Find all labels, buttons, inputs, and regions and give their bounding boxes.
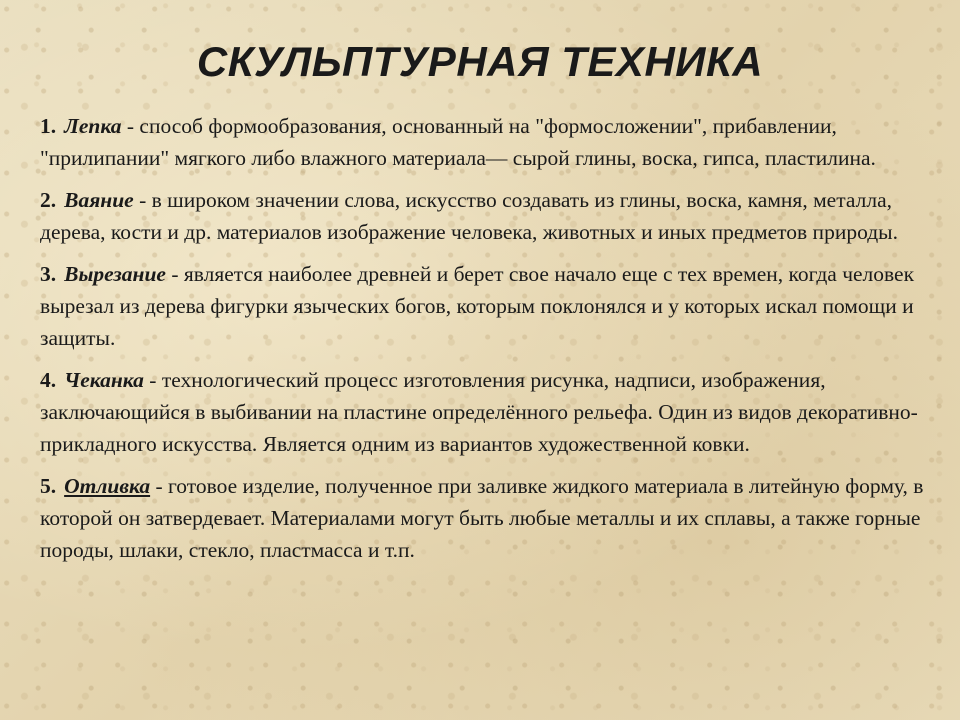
item-number: 5.: [40, 474, 57, 498]
item-description: - готовое изделие, полученное при заливке жидкого материала в литейную форму, в которой он затвердевает. Материалами могут быть любые металлы и их сплавы, а также горные породы, шлаки, стекло, пластмасса и т.п.: [40, 474, 924, 562]
item-term: Ваяние: [64, 188, 134, 212]
item-description: - является наиболее древней и берет свое начало еще с тех времен, когда человек вырезал из дерева фигурки языческих богов, которым поклонялся и у которых искал помощи и защиты.: [40, 262, 915, 350]
item-number: 2.: [40, 188, 57, 212]
item-term: Чеканка: [64, 368, 144, 392]
list-item-chekanka: [40, 364, 930, 460]
item-description: - способ формообразования, основанный на "формосложении", прибавлении, "прилипании" мягкого либо влажного материала— сырой глины, воска, гипса, пластилина.: [40, 114, 876, 170]
list-item-lepka: [40, 110, 930, 174]
item-number: 1.: [40, 114, 57, 138]
item-number: 3.: [40, 262, 57, 286]
item-term: Лепка: [64, 114, 122, 138]
slide-title: СКУЛЬПТУРНАЯ ТЕХНИКА: [196, 38, 764, 85]
item-number: 4.: [40, 368, 57, 392]
item-term: Вырезание: [64, 262, 166, 286]
technique-list: [40, 110, 930, 576]
list-item-vayanie: [40, 184, 930, 248]
item-term: Отливка: [64, 474, 151, 498]
item-description: - в широком значении слова, искусство создавать из глины, воска, камня, металла, дерева, кости и др. материалов изображение человека, животных и иных предметов природы.: [40, 188, 898, 244]
item-description: - технологический процесс изготовления рисунка, надписи, изображения, заключающийся в выбивании на пластине определённого рельефа. Один из видов декоративно-прикладного искусства. Является одним из вариантов художественной ковки.: [40, 368, 918, 456]
list-item-vyrezanie: [40, 258, 930, 354]
list-item-otlivka: [40, 470, 930, 566]
